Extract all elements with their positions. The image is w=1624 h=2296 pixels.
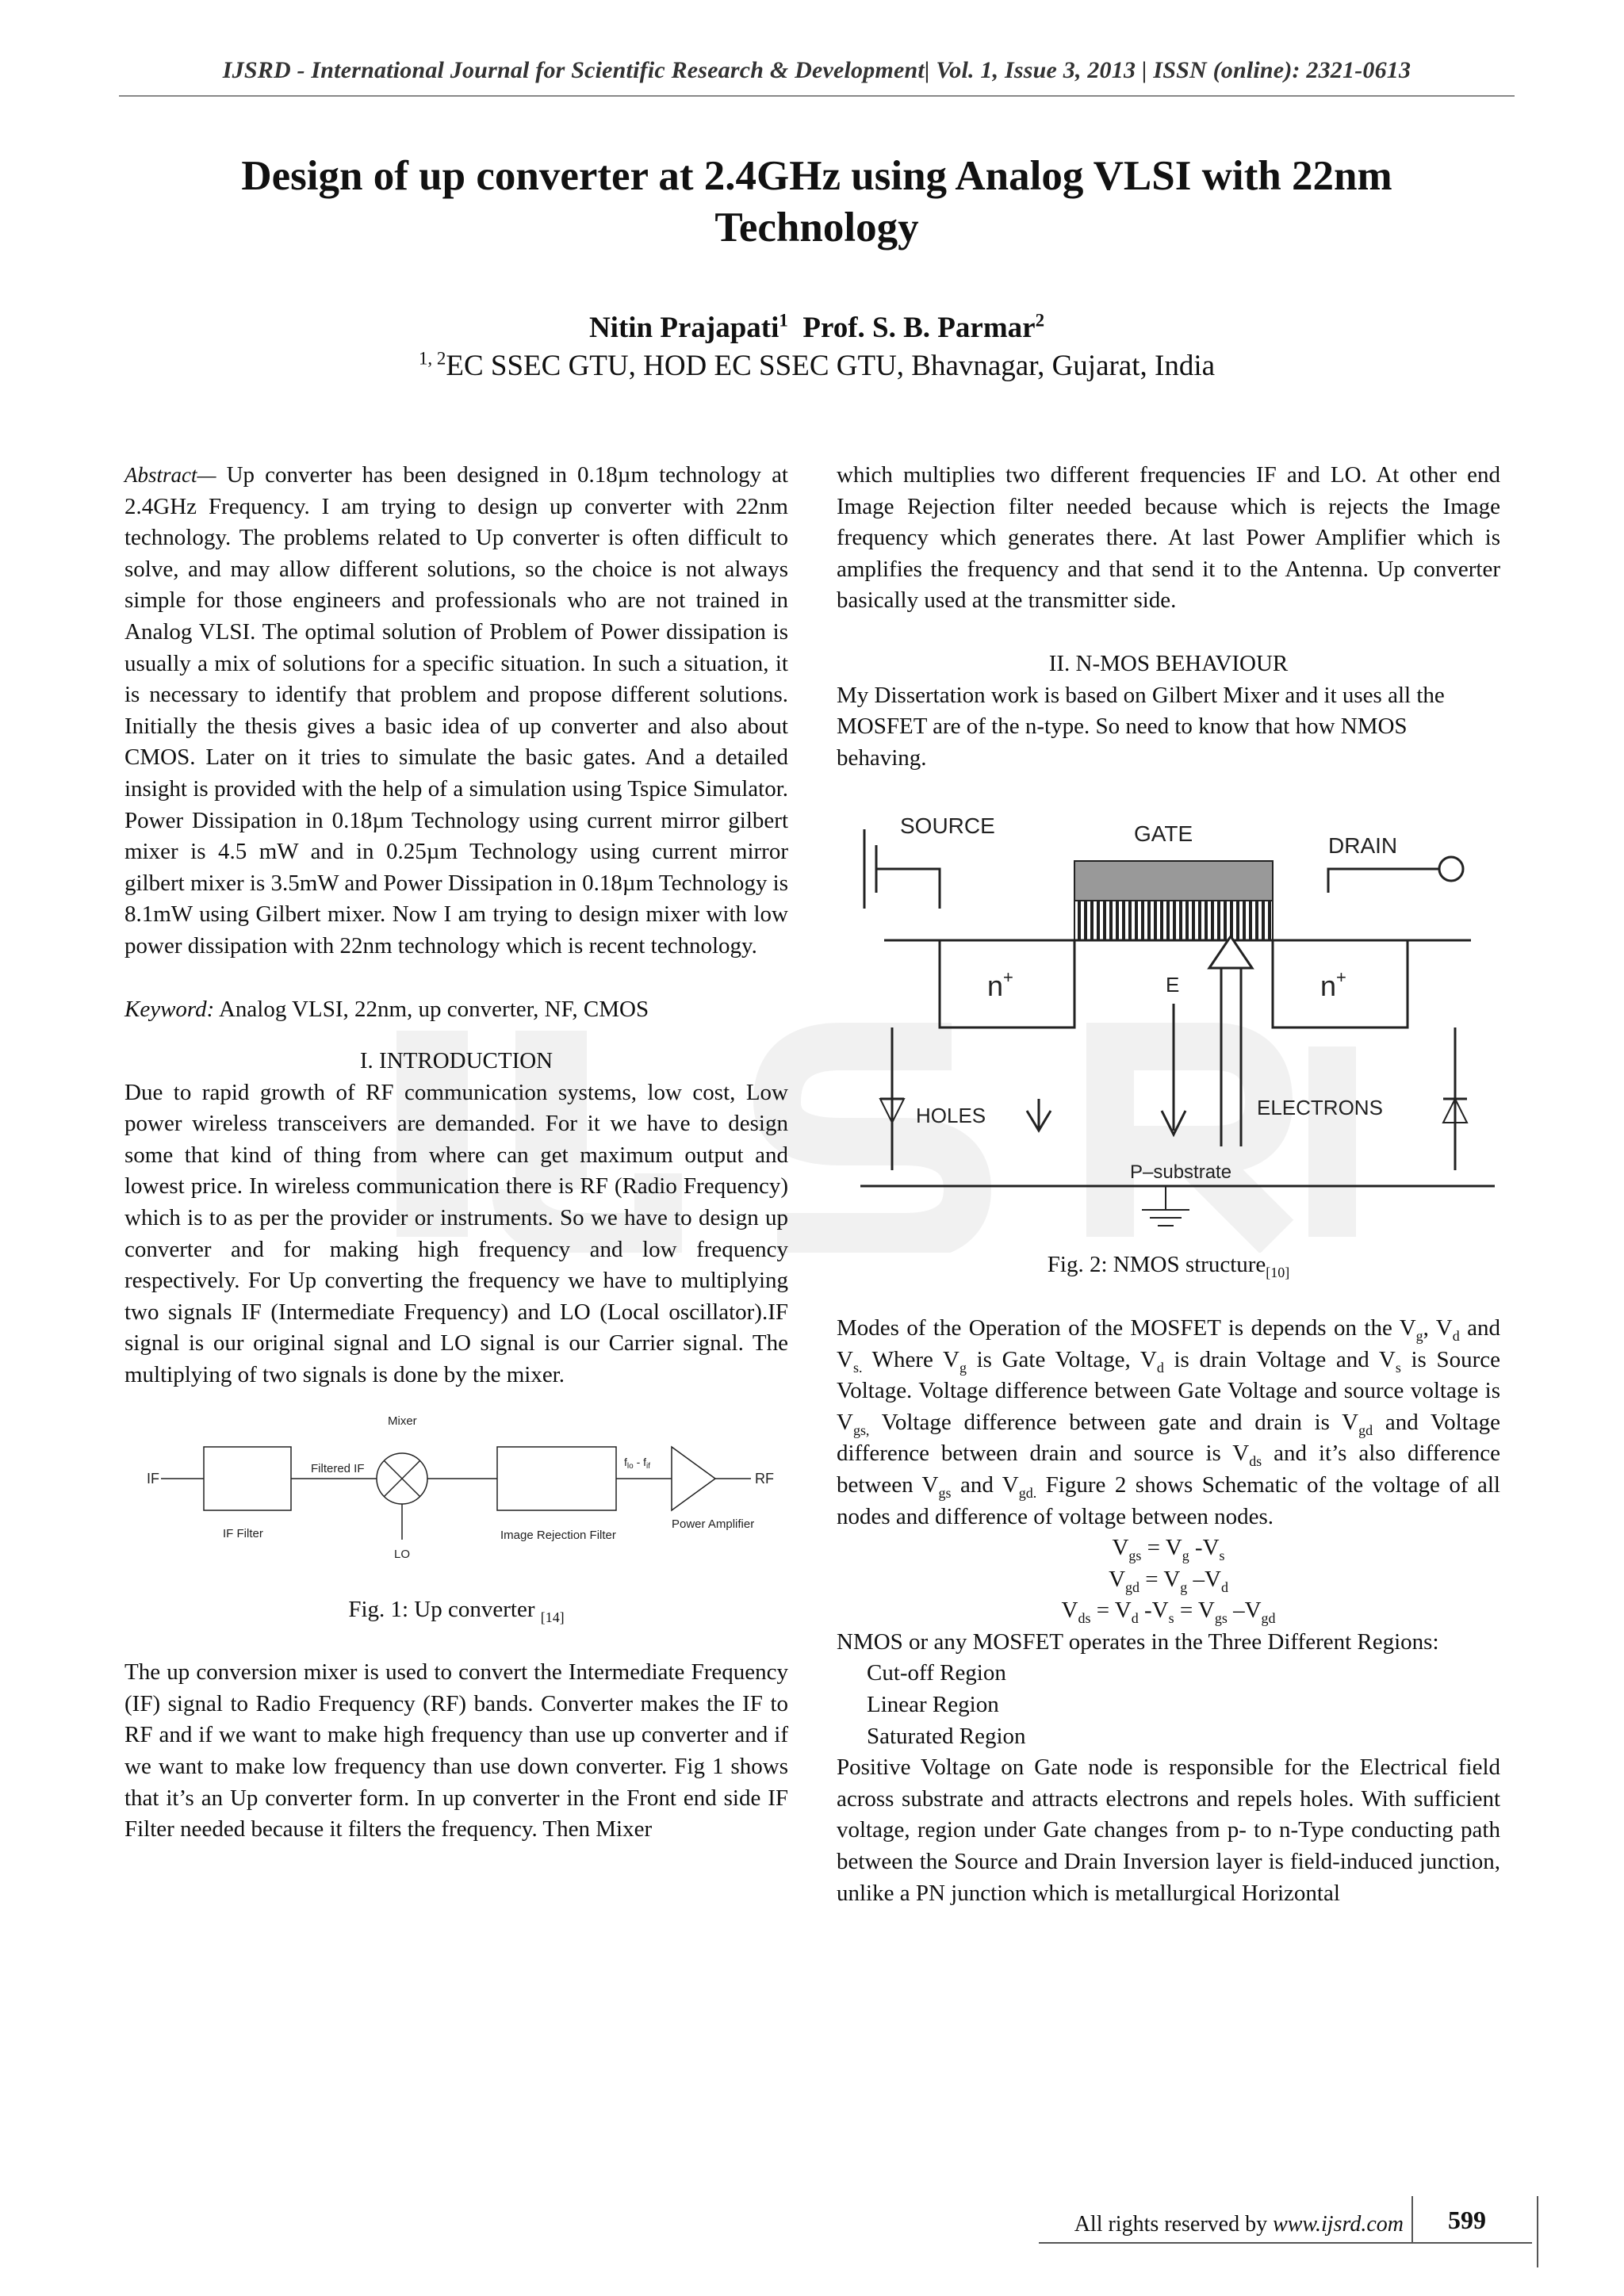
fig2-caption-ref: [10] xyxy=(1266,1265,1290,1281)
intro-paragraph-3: which multiplies two different frequencies IF and LO. At other end Image Rejection filter needed because which is rejects the Image frequency which generates there. At last Power Amplifier which is amplifies the frequency and that send it to the Antenna. Up converter basically used at the transmitter side. xyxy=(837,462,1500,614)
section-2-heading: II. N-MOS BEHAVIOUR xyxy=(1048,650,1289,676)
author-2-sup: 2 xyxy=(1035,310,1045,331)
fig2-label-e: E xyxy=(1166,973,1180,997)
intro-paragraph-1: Due to rapid growth of RF communication systems, low cost, Low power wireless transceivers are demanded. For it we have to design some that kind of thing from where can get maximum output and lowest price. In wireless communication there is RF (Radio Frequency) which is to as per the provider or instruments. So we have to design up converter and for making high frequency and low frequency respectively. For Up converting the frequency we have to multiplying two signals IF (Intermediate Frequency) and LO (Local oscillator).IF signal is our original signal and LO signal is our Carrier signal. The multiplying of two signals is done by the mixer. xyxy=(124,1079,788,1388)
fig1-caption: Fig. 1: Up converter $_{[14]}$ xyxy=(348,1596,565,1625)
nmos-paragraph-1: My Dissertation work is based on Gilbert Mixer and it uses all the MOSFET are of the n-type. So need to know that how NMOS behaving. xyxy=(837,682,1445,771)
authors xyxy=(182,311,1451,345)
fig2-nmos-structure xyxy=(837,798,1500,1242)
equation-vgd: $V_{gd} = V_g$ $-V_d$ xyxy=(1109,1566,1228,1595)
author-1: Nitin Prajapati xyxy=(588,312,779,344)
abstract-text: Up converter has been designed in 0.18µm technology at 2.4GHz Frequency. I am trying to design up converter with 22nm technology. The problems related to Up converter is often difficult to solve, and may allow different solutions, so the choice is not always simple for those engineers and professionals who are not trained in Analog VLSI. The optimal solution of Problem of Power dissipation is usually a mix of solutions for a specific situation. In such a situation, it is necessary to identify that problem and propose different solutions. Initially the thesis gives a basic idea of up converter and also about CMOS. Later on it tries to simulate the basic gates. And a detailed insight is provided with the help of a simulation using Tspice Simulator. Power Dissipation in 0.18µm Technology using current mirror gilbert mixer is 4.5 mW and in 0.25µm Technology using current mirror gilbert mixer is 3.5mW and Power Dissipation in 0.18µm Technology is 8.1mW using Gilbert mixer. Now I am trying to design mixer with low power dissipation with 22nm technology which is recent technology. xyxy=(124,462,788,959)
header-rule xyxy=(119,95,1515,97)
fig1-label-filtered-if: Filtered IF xyxy=(311,1461,365,1475)
author-2: Prof. S. B. Parmar xyxy=(802,312,1036,344)
fig1-image-filter-box xyxy=(497,1447,616,1510)
fig1-caption-ref: [14] xyxy=(540,1609,565,1625)
left-column xyxy=(124,460,788,1846)
keyword-paragraph xyxy=(124,994,788,1026)
journal-header: IJSRD - International Journal for Scientific Research & Development| Vol. 1, Issue 3, 2013 | ISSN (online): 2321-0613 xyxy=(222,57,1411,83)
fig1-label-lo: LO xyxy=(394,1547,411,1561)
fig2-gate-oxide xyxy=(1074,901,1273,940)
fig2-label-electrons: ELECTRONS xyxy=(1257,1096,1383,1120)
region-saturated: Saturated Region xyxy=(867,1723,1026,1749)
fig2-label-substrate: P–substrate xyxy=(1130,1161,1232,1184)
fig2-label-source: SOURCE xyxy=(900,813,995,839)
modes-paragraph: Modes of the Operation of the MOSFET is depends on the $V_g$, $V_d$ and $V_{s.}$ Where $V_g$ is Gate Voltage, $V_d$ is drain Voltage and $V_s$ is Source Voltage. Voltage difference between Gate Voltage and source voltage is $V_{gs,}$ Voltage difference between gate and drain is $V_{gd}$ and Voltage difference between drain and source is $V_{ds}$ and it’s also difference between $V_{gs}$ and $V_{gd.}$ Figure 2 shows Schematic of the voltage of all nodes and difference of voltage between nodes. xyxy=(837,1314,1501,1529)
fig1-label-if-filter: IF Filter xyxy=(223,1526,263,1540)
affiliation-sup: 1, 2 xyxy=(418,348,446,369)
keyword-text: Analog VLSI, 22nm, up converter, NF, CMOS xyxy=(214,996,649,1022)
footer-site-link[interactable]: www.ijsrd.com xyxy=(1273,2212,1404,2237)
title-line-1: Design of up converter at 2.4GHz using Analog VLSI with 22nm xyxy=(241,153,1392,199)
fig1-amplifier-symbol xyxy=(672,1447,715,1510)
abstract-paragraph xyxy=(124,460,788,962)
gate-voltage-paragraph: Positive Voltage on Gate node is responsible for the Electrical field across substrate and attracts electrons and repels holes. With sufficient voltage, region under Gate changes from p- to n-Type conducting path between the Source and Drain Inversion layer is field-induced junction, unlike a PN junction which is metallurgical Horizontal xyxy=(837,1755,1500,1906)
section-1-heading: I. INTRODUCTION xyxy=(359,1048,553,1074)
abstract-label: Abstract— xyxy=(124,463,216,487)
fig1-label-image-filter: Image Rejection Filter xyxy=(500,1528,616,1542)
keyword-label: Keyword: xyxy=(124,996,215,1022)
fig2-caption: Fig. 2: NMOS structure$_{[10]}$ xyxy=(1047,1252,1290,1281)
paper-title xyxy=(182,151,1451,253)
region-linear: Linear Region xyxy=(867,1692,999,1718)
affiliation-text: EC SSEC GTU, HOD EC SSEC GTU, Bhavnagar, Gujarat, India xyxy=(446,350,1216,382)
fig1-label-freq: $f_{lo} - f_{if}$ xyxy=(624,1455,651,1471)
fig1-label-rf: RF xyxy=(755,1470,774,1487)
fig1-label-mixer: Mixer xyxy=(388,1414,417,1428)
footer-rights: All rights reserved by www.ijsrd.com xyxy=(1074,2212,1404,2237)
fig2-label-n-plus-left: n+ xyxy=(987,967,1013,1003)
fig1-block-diagram xyxy=(124,1401,788,1591)
page-number: 599 xyxy=(1448,2206,1486,2234)
title-line-2: Technology xyxy=(714,204,919,251)
footer-rule xyxy=(1039,2242,1411,2244)
fig2-label-gate: GATE xyxy=(1134,821,1193,847)
author-1-sup: 1 xyxy=(779,310,788,331)
fig2-label-n-plus-right: n+ xyxy=(1320,967,1346,1003)
equation-vgs: $V_{gs} = V_g$ $-V_s$ xyxy=(1112,1535,1225,1563)
fig2-label-holes: HOLES xyxy=(916,1104,986,1128)
fig1-label-pa: Power Amplifier xyxy=(672,1517,755,1531)
regions-intro: NMOS or any MOSFET operates in the Three Different Regions: xyxy=(837,1628,1439,1655)
equation-vds: $V_{ds} = V_d$ $-V_s = V_{gs}$ $-V_{gd}$ xyxy=(1061,1598,1276,1627)
footer-vertical-rule xyxy=(1537,2196,1538,2267)
fig1-if-filter-box xyxy=(204,1447,291,1510)
fig2-gate-electrode xyxy=(1074,861,1273,901)
fig1-label-if: IF xyxy=(147,1470,159,1487)
fig2-label-drain: DRAIN xyxy=(1328,833,1398,859)
affiliation xyxy=(182,349,1451,383)
region-cutoff: Cut-off Region xyxy=(867,1660,1006,1686)
right-column xyxy=(837,460,1500,1909)
intro-paragraph-2: The up conversion mixer is used to convert the Intermediate Frequency (IF) signal to Radio Frequency (RF) bands. Converter makes the IF to RF and if we want to make high frequency than use up converter and if we want to make low frequency than use down converter. Fig 1 shows that it’s an Up converter form. In up converter in the Front end side IF Filter needed because it filters the frequency. Then Mixer xyxy=(124,1659,788,1843)
